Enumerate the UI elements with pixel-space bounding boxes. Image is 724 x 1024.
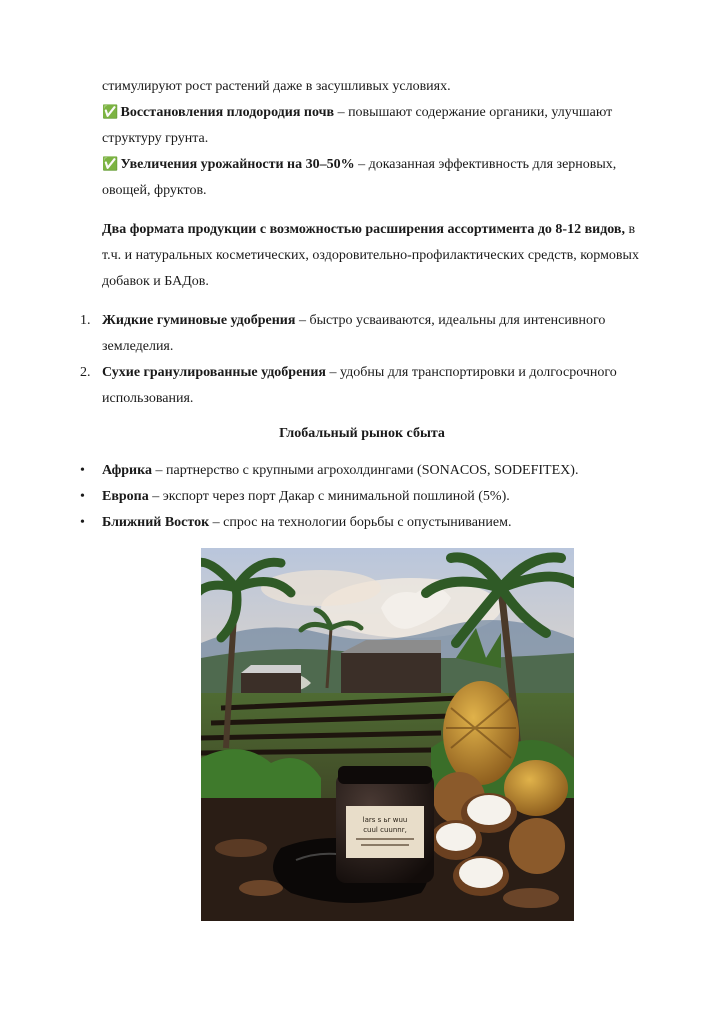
benefit-text: – повышают содержание органики, улучшают [334, 105, 613, 120]
benefit-item [102, 155, 672, 175]
factory-building [341, 653, 441, 693]
list-number: 2. [80, 365, 91, 380]
section-heading: Глобальный рынок сбыта [279, 426, 445, 441]
formats-text: т.ч. и натуральных косметических, оздоровительно-профилактических средств, кормовых [102, 248, 639, 263]
formats-lead [102, 220, 672, 240]
formats-lead-tail: в [625, 222, 636, 237]
market-region: Европа [102, 489, 149, 504]
benefit-text-cont: структуру грунта. [102, 131, 209, 146]
product-jar [336, 766, 434, 883]
benefit-item [102, 103, 672, 123]
market-item [102, 461, 672, 481]
seed [215, 839, 267, 857]
list-item [102, 363, 672, 383]
seed [239, 880, 283, 896]
benefit-title: Восстановления плодородия почв [120, 105, 335, 120]
list-number: 1. [80, 313, 91, 328]
list-item-text: – удобны для транспортировки и долгосрочного [326, 365, 617, 380]
list-item [102, 311, 672, 331]
jar-label-line2: cuul cuunnr, [363, 826, 407, 834]
formats-line [102, 272, 672, 292]
list-item-continuation [102, 337, 672, 357]
coconut-half [453, 856, 509, 896]
benefit-title: Увеличения урожайности на 30–50% [120, 157, 355, 172]
benefit-text-cont: овощей, фруктов. [102, 183, 207, 198]
paragraph-line [102, 77, 672, 97]
market-text: – экспорт через порт Дакар с минимальной пошлиной (5%). [148, 489, 510, 504]
product-illustration [201, 548, 574, 921]
seed [503, 888, 559, 908]
formats-text: добавок и БАДов. [102, 274, 209, 289]
paragraph-text: стимулируют рост растений даже в засушливых условиях. [102, 79, 451, 94]
market-text: – спрос на технологии борьбы с опустыниванием. [209, 515, 512, 530]
jar-label-line1: lars s ьr wuu [362, 816, 408, 824]
shed [241, 673, 301, 693]
check-icon: ✅ [102, 157, 119, 172]
market-item [102, 487, 672, 507]
list-item-title: Сухие гранулированные удобрения [102, 365, 327, 380]
jar-lid [338, 766, 432, 784]
formats-line [102, 246, 672, 266]
list-item-text-cont: использования. [102, 391, 194, 406]
list-item-continuation [102, 389, 672, 409]
benefit-continuation [102, 129, 672, 149]
list-item-text: – быстро усваиваются, идеальны для интенсивного [295, 313, 606, 328]
coconut [509, 818, 565, 874]
market-region: Африка [102, 463, 152, 478]
plantation-scene [201, 548, 574, 921]
market-text: – партнерство с крупными агрохолдингами (SONACOS, SODEFITEX). [151, 463, 579, 478]
benefit-text: – доказанная эффективность для зерновых, [354, 157, 617, 172]
bullet-icon: • [80, 489, 85, 504]
bullet-icon: • [80, 463, 85, 478]
shed-roof [241, 665, 301, 673]
coconut-half [430, 820, 482, 860]
benefit-continuation [102, 181, 672, 201]
market-item [102, 513, 672, 533]
bullet-icon: • [80, 515, 85, 530]
list-item-text-cont: земледелия. [102, 339, 174, 354]
market-region: Ближний Восток [102, 515, 210, 530]
list-item-title: Жидкие гуминовые удобрения [102, 313, 296, 328]
check-icon: ✅ [102, 105, 119, 120]
formats-lead-bold: Два формата продукции с возможностью расширения ассортимента до 8-12 видов, [102, 222, 625, 237]
